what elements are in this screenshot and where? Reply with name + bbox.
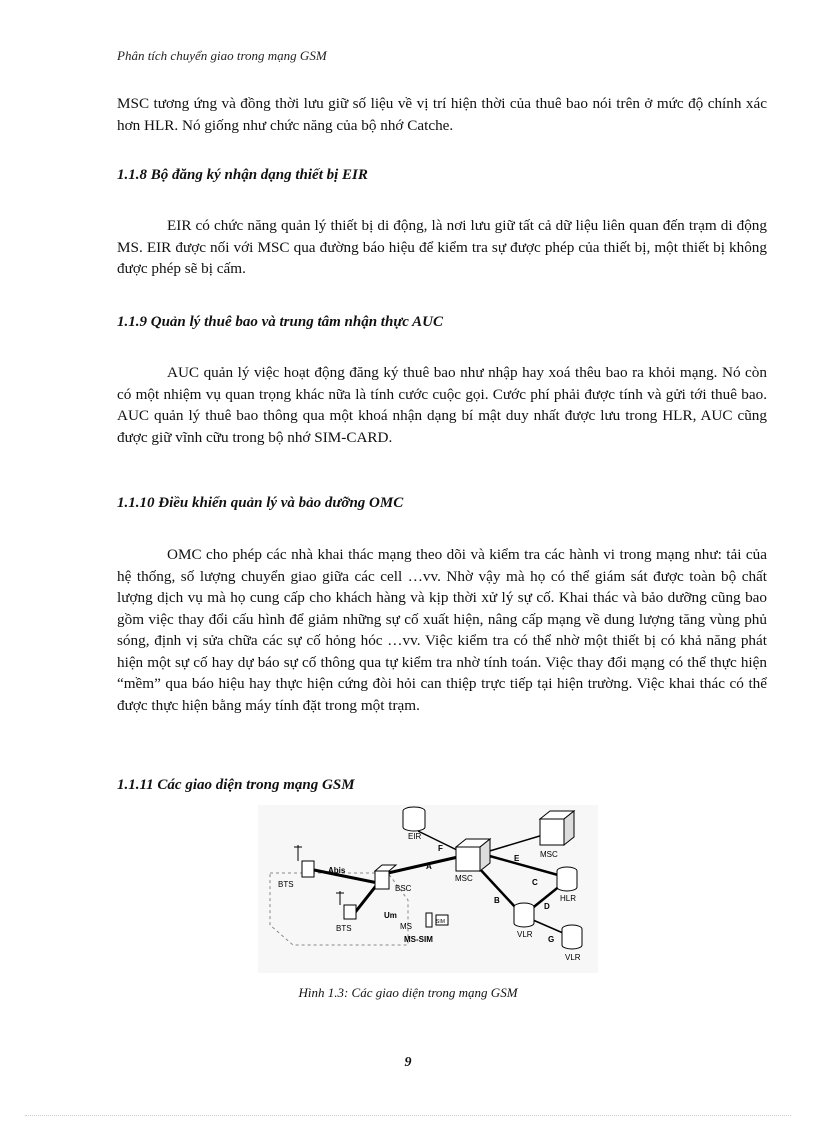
- interface-c: C: [532, 878, 538, 887]
- interface-g: G: [548, 935, 555, 944]
- interface-abis: Abis: [328, 866, 346, 875]
- vlr-database-remote: [562, 925, 582, 949]
- vlr-database: [514, 903, 534, 927]
- page-number: 9: [404, 1055, 412, 1070]
- interface-e: E: [514, 854, 520, 863]
- interface-f: F: [438, 844, 443, 853]
- running-header: Phân tích chuyển giao trong mạng GSM: [117, 48, 327, 63]
- paragraph-eir: EIR có chức năng quản lý thiết bị di động, là nơi lưu giữ tất cả dữ liệu liên quan đến trạm di động MS. EIR được nối với MSC qua đường báo hiệu để kiểm tra sự được phép của thiết bị, một thiết bị không được phép sẽ bị cấm.: [117, 217, 767, 277]
- gsm-interfaces-diagram: [258, 805, 598, 973]
- figure-caption: Hình 1.3: Các giao diện trong mạng GSM: [298, 985, 518, 1000]
- label-eir: EIR: [408, 832, 422, 841]
- footer-divider: [25, 1115, 791, 1116]
- heading-1-1-8: 1.1.8 Bộ đăng ký nhận dạng thiết bị EIR: [117, 167, 368, 183]
- hlr-database: [557, 867, 577, 891]
- label-bsc: BSC: [395, 884, 412, 893]
- interface-a: A: [426, 862, 432, 871]
- interface-d: D: [544, 902, 550, 911]
- label-bts-1: BTS: [278, 880, 294, 889]
- label-msc: MSC: [455, 874, 473, 883]
- heading-1-1-11: 1.1.11 Các giao diện trong mạng GSM: [117, 777, 355, 793]
- msc-switch-remote: [540, 811, 574, 845]
- label-ms-sim: MS-SIM: [404, 935, 433, 944]
- interface-um: Um: [384, 911, 397, 920]
- label-ms: MS: [400, 922, 412, 931]
- label-bts-2: BTS: [336, 924, 352, 933]
- heading-1-1-10: 1.1.10 Điều khiển quản lý và bảo dưỡng OMC: [117, 495, 404, 511]
- paragraph-auc: AUC quản lý việc hoạt động đăng ký thuê bao như nhập hay xoá thêu bao ra khỏi mạng. Nó còn có một nhiệm vụ quan trọng khác nữa là tính cước cuộc gọi. Cước phí phải được tính và gửi tới thuê bao. AUC quản lý thuê bao thông qua một khoá nhận dạng bí mật duy nhất được lưu trong HLR, AUC cũng được giữ vĩnh cữu trong bộ nhớ SIM-CARD.: [117, 364, 767, 446]
- label-vlr-remote: VLR: [565, 953, 581, 962]
- label-hlr: HLR: [560, 894, 577, 903]
- heading-1-1-9: 1.1.9 Quản lý thuê bao và trung tâm nhận thực AUC: [117, 314, 444, 330]
- msc-switch: [456, 839, 490, 871]
- label-vlr: VLR: [517, 930, 533, 939]
- label-msc-remote: MSC: [540, 850, 558, 859]
- paragraph-omc: OMC cho phép các nhà khai thác mạng theo dõi và kiểm tra các hành vi trong mạng như: tải của hệ thống, số lượng chuyển giao giữa các cell …vv. Nhờ vậy mà họ có thể giám sát được toàn bộ chất lượng dịch vụ mà họ cung cấp cho khách hàng và kịp thời xử lý sự cố. Khai thác và bảo dưỡng cũng bao gồm việc thay đổi cấu hình để giảm những sự cố xuất hiện, nâng cấp mạng về dung lượng tăng vùng phủ sóng, định vị sửa chữa các sự cố hỏng hóc …vv. Việc kiểm tra có thể nhờ một thiết bị có khả năng phát hiện một sự cố hay dự báo sự cố thông qua tự kiểm tra nhờ tính toán. Việc thay đổi mạng có thể thực hiện “mềm” qua báo hiệu hay thực hiện cứng đòi hỏi can thiệp trực tiếp tại hiện trường. Việc khai thác có thể được thực hiện bằng máy tính đặt trong một trạm.: [117, 546, 767, 714]
- paragraph-vlr-continued: MSC tương ứng và đồng thời lưu giữ số liệu về vị trí hiện thời của thuê bao nói trên ở mức độ chính xác hơn HLR. Nó giống như chức năng của bộ nhớ Catche.: [117, 95, 767, 134]
- interface-b: B: [494, 896, 500, 905]
- eir-database: [403, 807, 425, 831]
- label-sim: SIM: [436, 919, 445, 925]
